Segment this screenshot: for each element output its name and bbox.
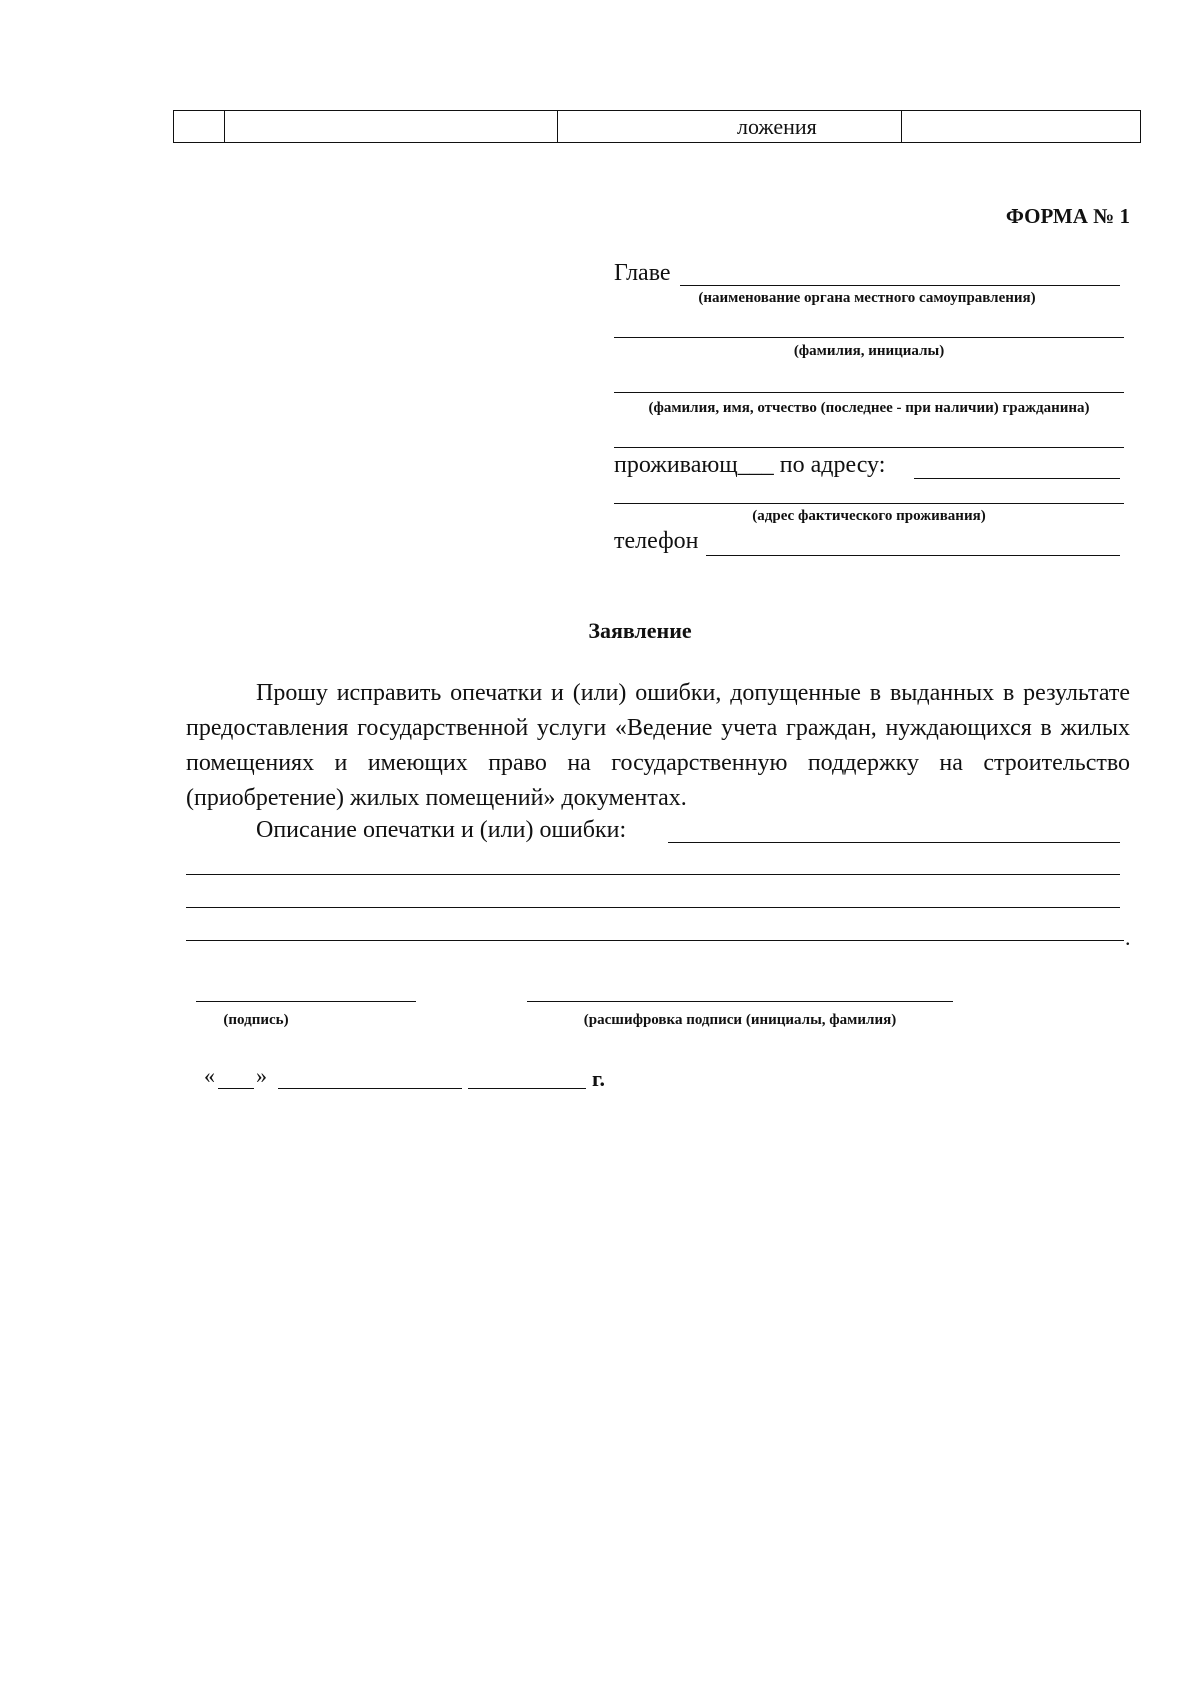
table-divider: [557, 111, 558, 142]
date-close-quote: »: [256, 1063, 267, 1088]
citizen-name-field[interactable]: [614, 392, 1124, 393]
date-open-quote: «: [204, 1063, 215, 1088]
phone-field[interactable]: [706, 555, 1120, 556]
head-name-field[interactable]: [614, 337, 1124, 338]
error-description-field[interactable]: [668, 842, 1120, 843]
table-divider: [224, 111, 225, 142]
organ-name-caption: (наименование органа местного самоуправления): [698, 290, 1036, 306]
year-suffix: г.: [592, 1066, 606, 1091]
statement-body: [186, 676, 1130, 816]
table-divider: [901, 111, 902, 142]
head-name-caption: (фамилия, инициалы): [793, 343, 945, 359]
date-month-field[interactable]: [278, 1088, 462, 1089]
organ-name-field[interactable]: [680, 285, 1120, 286]
signature-decoding-caption: (расшифровка подписи (инициалы, фамилия): [583, 1012, 897, 1028]
date-year-field[interactable]: [468, 1088, 586, 1089]
statement-heading: [0, 618, 1200, 644]
date-day-field[interactable]: [218, 1088, 254, 1089]
statement-title: Заявление: [588, 618, 692, 643]
citizen-name-field-extra[interactable]: [614, 447, 1124, 448]
head-label: Главе: [614, 260, 671, 286]
address-field-extra[interactable]: [614, 503, 1124, 504]
table-cell-text: ложения: [737, 114, 817, 139]
address-caption: (адрес фактического проживания): [752, 508, 986, 524]
form-title: ФОРМА № 1: [1005, 204, 1130, 228]
address-field[interactable]: [914, 478, 1120, 479]
phone-label: телефон: [614, 528, 699, 554]
citizen-name-caption: (фамилия, имя, отчество (последнее - при наличии) гражданина): [648, 400, 1090, 416]
signature-decoding-field[interactable]: [527, 1001, 953, 1002]
error-description-label: Описание опечатки и (или) ошибки:: [256, 817, 627, 843]
error-description-line-2[interactable]: [186, 874, 1120, 875]
error-description-line-3[interactable]: [186, 907, 1120, 908]
signature-field[interactable]: [196, 1001, 416, 1002]
residing-label: проживающ___ по адресу:: [614, 452, 886, 478]
error-description-line-4[interactable]: [186, 940, 1124, 941]
statement-paragraph: Прошу исправить опечатки и (или) ошибки, допущенные в выданных в результате предоставления государственной услуги «Ведение учета граждан, нуждающихся в жилых помещениях и имеющих право на государственную поддержку на строительство (приобретение) жилых помещений» документах.: [186, 680, 1130, 811]
signature-caption: (подпись): [223, 1012, 289, 1028]
previous-page-table-fragment: [173, 110, 1141, 143]
error-description-end-mark: .: [1125, 925, 1131, 950]
